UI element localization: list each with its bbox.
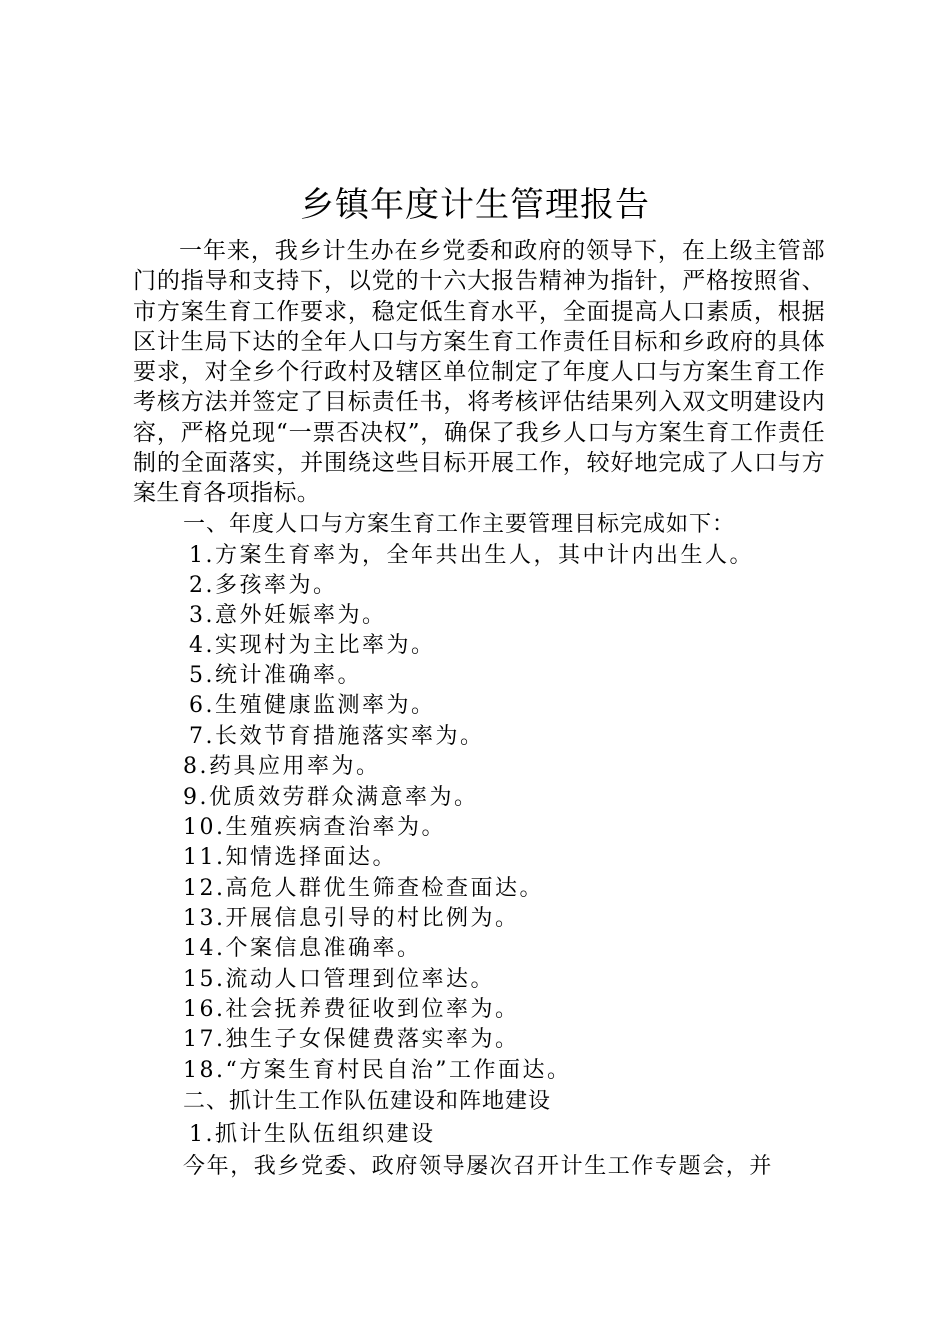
list-item: 6.生殖健康监测率为。 xyxy=(189,693,436,718)
section1-heading: 一、年度人口与方案生育工作主要管理目标完成如下： xyxy=(183,512,736,537)
list-item: 7.长效节育措施落实率为。 xyxy=(189,724,485,749)
list-item: 5.统计准确率。 xyxy=(189,663,362,688)
document-title: 乡镇年度计生管理报告 xyxy=(300,185,650,225)
list-item: 11.知情选择面达。 xyxy=(183,845,397,870)
intro-paragraph: 一年来，我乡计生办在乡党委和政府的领导下，在上级主管部门的指导和支持下，以党的十六大报告精神为指针，严格按照省、市方案生育工作要求，稳定低生育水平，全面提高人口素质，根据区计生局下达的全年人口与方案生育工作责任目标和乡政府的具体要求，对全乡个行政村及辖区单位制定了年度人口与方案生育工作考核方法并签定了目标责任书，将考核评估结果列入双文明建设内容，严格兑现“一票否决权”，确保了我乡人口与方案生育工作责任制的全面落实，并围绕这些目标开展工作，较好地完成了人口与方案生育各项指标。 xyxy=(133,238,825,507)
closing-line: 今年，我乡党委、政府领导屡次召开计生工作专题会，并 xyxy=(183,1154,774,1179)
list-item: 18.“方案生育村民自治”工作面达。 xyxy=(183,1058,572,1083)
list-item: 16.社会抚养费征收到位率为。 xyxy=(183,997,520,1022)
list-item: 14.个案信息准确率。 xyxy=(183,936,422,961)
section2-subheading: 1.抓计生队伍组织建设 xyxy=(189,1122,436,1147)
section2-heading: 二、抓计生工作队伍建设和阵地建设 xyxy=(183,1089,552,1114)
list-item: 12.高危人群优生筛查检查面达。 xyxy=(183,876,544,901)
list-item: 2.多孩率为。 xyxy=(189,573,338,598)
list-item: 1.方案生育率为，全年共出生人，其中计内出生人。 xyxy=(189,543,754,568)
list-item: 15.流动人口管理到位率达。 xyxy=(183,967,495,992)
list-item: 13.开展信息引导的村比例为。 xyxy=(183,906,520,931)
list-item: 3.意外妊娠率为。 xyxy=(189,603,387,628)
list-item: 17.独生子女保健费落实率为。 xyxy=(183,1027,520,1052)
list-item: 10.生殖疾病查治率为。 xyxy=(183,815,446,840)
list-item: 9.优质效劳群众满意率为。 xyxy=(183,785,479,810)
list-item: 8.药具应用率为。 xyxy=(183,754,381,779)
list-item: 4.实现村为主比率为。 xyxy=(189,633,436,658)
